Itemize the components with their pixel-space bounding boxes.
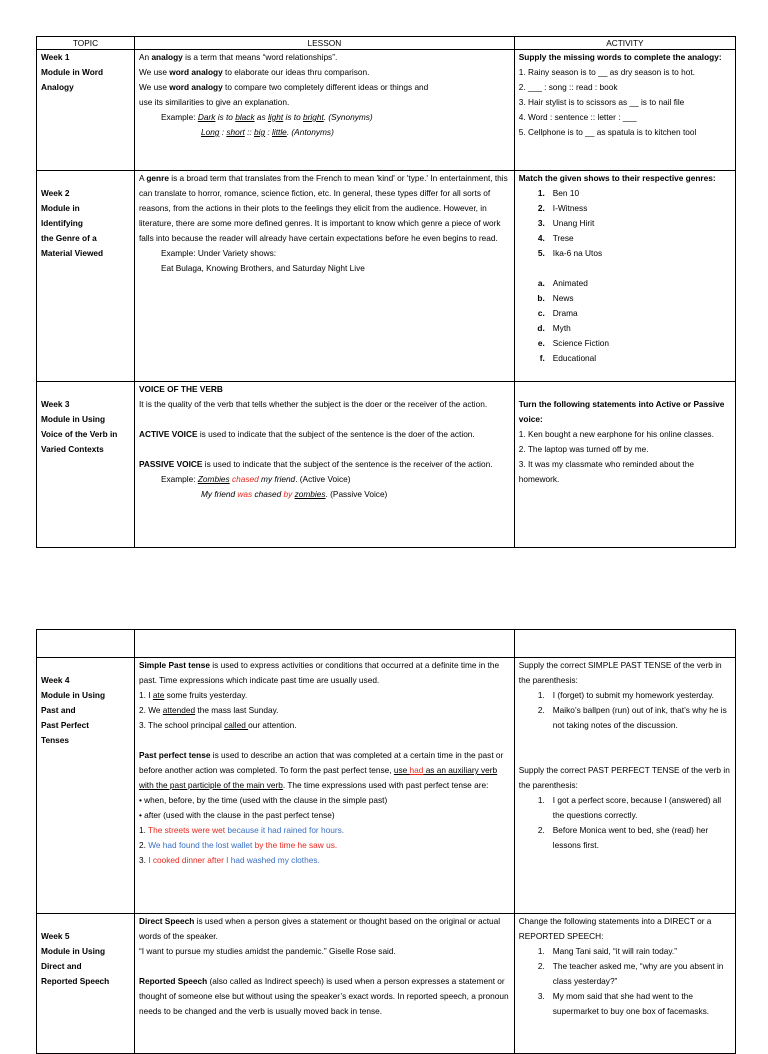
lesson-line: We use word analogy to compare two completely different ideas or things and (138, 82, 429, 92)
header-row (37, 37, 736, 50)
lesson-line: An analogy is a term that means “word relationships”. (138, 52, 338, 62)
activity-title: Supply the missing words to complete the analogy: (518, 52, 722, 62)
list-item: d. Myth (537, 323, 571, 333)
topic-line: Week 2 (41, 188, 70, 198)
list-item: 5. Ika-6 na Utos (537, 248, 603, 258)
shows-list (519, 186, 731, 261)
lesson-paragraph: ACTIVE VOICE is used to indicate that the subject of the sentence is the doer of the action. (138, 429, 475, 439)
week1-row (37, 50, 736, 171)
week4-topic (37, 658, 135, 914)
past-perfect-list (519, 793, 731, 853)
example-line: 3. The school principal called our attention. (138, 720, 297, 730)
header-activity: ACTIVITY (514, 37, 735, 50)
topic-line: Module in Using (41, 946, 106, 956)
topic-line: Module in (41, 203, 80, 213)
topic-line: Varied Contexts (41, 444, 104, 454)
lesson-table-2 (36, 629, 736, 1054)
list-item: 1. I (forget) to submit my homework yesterday. (537, 690, 714, 700)
week3-row (37, 382, 736, 548)
simple-past-list (519, 688, 731, 733)
list-item: 2. Maiko’s ballpen (run) out of ink, that’s why he is not taking notes of the discussion. (537, 705, 727, 730)
bullet-line: • after (used with the clause in the past perfect tense) (138, 810, 335, 820)
header-topic: TOPIC (37, 37, 135, 50)
blank-header-row (37, 630, 736, 658)
example-line: 1. The streets were wet because it had rained for hours. (138, 825, 345, 835)
week3-lesson (134, 382, 514, 548)
activity-title: Turn the following statements into Active or Passive voice: (518, 399, 725, 424)
activity-item: 2. The laptop was turned off by me. (518, 444, 649, 454)
activity-item: 2. ___ : song :: read : book (518, 82, 618, 92)
week4-lesson (134, 658, 514, 914)
example-line: Example: Dark is to black as light is to bright. (Synonyms) (160, 112, 373, 122)
example-line: 3. I cooked dinner after I had washed my clothes. (138, 855, 320, 865)
list-item: 1. Ben 10 (537, 188, 580, 198)
activity-item: 1. Rainy season is to __ as dry season is to hot. (518, 67, 695, 77)
week5-topic (37, 914, 135, 1054)
week4-activity (514, 658, 735, 914)
list-item: 1. Mang Tani said, “it will rain today.” (537, 946, 677, 956)
topic-line: Reported Speech (41, 976, 110, 986)
topic-line: Identifying (41, 218, 83, 228)
activity-item: 1. Ken bought a new earphone for his online classes. (518, 429, 714, 439)
example-line: Example: Zombies chased my friend. (Active Voice) (160, 474, 351, 484)
list-item: f. Educational (539, 353, 597, 363)
example-line: 2. We attended the mass last Sunday. (138, 705, 279, 715)
topic-line: Module in Using (41, 414, 106, 424)
list-item: 3. Unang Hirit (537, 218, 595, 228)
week1-lesson (134, 50, 514, 171)
list-item: c. Drama (537, 308, 578, 318)
week2-lesson (134, 171, 514, 382)
week2-activity (514, 171, 735, 382)
lesson-table-1 (36, 36, 736, 548)
example-line: Long : short :: big : little. (Antonyms) (200, 127, 334, 137)
topic-line: Material Viewed (41, 248, 104, 258)
week3-topic (37, 382, 135, 548)
lesson-line: use its similarities to give an explanation. (138, 97, 290, 107)
topic-line: the Genre of a (41, 233, 97, 243)
blank-cell (37, 630, 135, 658)
topic-line: Module in Word (41, 67, 104, 77)
list-item: 2. Before Monica went to bed, she (read) her lessons first. (537, 825, 709, 850)
topic-line: Week 1 (41, 52, 70, 62)
lesson-paragraph: Past perfect tense is used to describe an action that was completed at a certain time in the past or before another action was completed. To form the past perfect tense, use had as an auxiliary verb with the past participle of the main verb. The time expressions used with past perfect tense are: (138, 750, 504, 790)
activity-title: Match the given shows to their respective genres: (518, 173, 716, 183)
list-item: b. News (537, 293, 574, 303)
topic-line: Direct and (41, 961, 82, 971)
blank-cell (514, 630, 735, 658)
example-line: 1. I ate some fruits yesterday. (138, 690, 248, 700)
lesson-paragraph: A genre is a broad term that translates from the French to mean 'kind' or 'type.' In entertainment, this can translate to horror, romance, science fiction, etc. In general, these types differ for all sorts of reasons, from the actions in their plots to the feelings they elicit from the audience. However, in literature, there are some more defined genres. It is important to know which genre a piece of work falls into because the reader will already have certain expectations before he even begins to read. (138, 173, 508, 243)
topic-line: Week 4 (41, 675, 70, 685)
example-line: My friend was chased by zombies. (Passive Voice) (200, 489, 388, 499)
example-line: Eat Bulaga, Knowing Brothers, and Saturday Night Live (160, 263, 365, 273)
activity-item: 4. Word : sentence :: letter : ___ (518, 112, 637, 122)
list-item: e. Science Fiction (537, 338, 610, 348)
activity-item: 5. Cellphone is to __ as spatula is to kitchen tool (518, 127, 697, 137)
list-item: 1. I got a perfect score, because I (answered) all the questions correctly. (537, 795, 722, 820)
week4-row (37, 658, 736, 914)
week2-topic (37, 171, 135, 382)
lesson-paragraph: PASSIVE VOICE is used to indicate that the subject of the sentence is the receiver of the action. (138, 459, 493, 469)
activity-title: Supply the correct PAST PERFECT TENSE of the verb in the parenthesis: (518, 765, 730, 790)
genres-list (519, 276, 731, 366)
week2-row (37, 171, 736, 382)
activity-title: Change the following statements into a DIRECT or a REPORTED SPEECH: (518, 916, 712, 941)
topic-line: Voice of the Verb in (41, 429, 118, 439)
example-line: “I want to pursue my studies amidst the pandemic.” Giselle Rose said. (138, 946, 396, 956)
lesson-paragraph: Reported Speech (also called as Indirect speech) is used when a person expresses a statement or thought of someone else but without using the speaker’s exact words. In reported speech, a pronoun needs to be changed and the verb is usually moved back in tense. (138, 976, 509, 1016)
example-line: 2. We had found the lost wallet by the time he saw us. (138, 840, 338, 850)
list-item: a. Animated (537, 278, 588, 288)
header-lesson: LESSON (134, 37, 514, 50)
topic-line: Week 5 (41, 931, 70, 941)
list-item: 3. My mom said that she had went to the supermarket to buy one box of facemasks. (537, 991, 710, 1016)
week1-activity (514, 50, 735, 171)
blank-cell (134, 630, 514, 658)
lesson-paragraph: Simple Past tense is used to express activities or conditions that occurred at a definite time in the past. Time expressions which indicate past time are usually used. (138, 660, 500, 685)
activity-item: 3. Hair stylist is to scissors as __ is to nail file (518, 97, 685, 107)
example-line: Example: Under Variety shows: (160, 248, 277, 258)
list-item: 2. I-Witness (537, 203, 588, 213)
lesson-paragraph: Direct Speech is used when a person gives a statement or thought based on the original or actual words of the speaker. (138, 916, 501, 941)
lesson-line: We use word analogy to elaborate our ideas thru comparison. (138, 67, 370, 77)
week3-activity (514, 382, 735, 548)
week5-activity (514, 914, 735, 1054)
week5-row (37, 914, 736, 1054)
week5-lesson (134, 914, 514, 1054)
activity-item: 3. It was my classmate who reminded about the homework. (518, 459, 695, 484)
topic-line: Analogy (41, 82, 74, 92)
topic-line: Past Perfect (41, 720, 89, 730)
speech-list (519, 944, 731, 1019)
lesson-heading: VOICE OF THE VERB (138, 384, 223, 394)
topic-line: Past and (41, 705, 76, 715)
topic-line: Tenses (41, 735, 69, 745)
bullet-line: • when, before, by the time (used with the clause in the simple past) (138, 795, 388, 805)
topic-line: Module in Using (41, 690, 106, 700)
activity-title: Supply the correct SIMPLE PAST TENSE of the verb in the parenthesis: (518, 660, 722, 685)
list-item: 2. The teacher asked me, “why are you absent in class yesterday?” (537, 961, 724, 986)
lesson-paragraph: It is the quality of the verb that tells whether the subject is the doer or the receiver of the action. (138, 399, 488, 409)
list-item: 4. Trese (537, 233, 574, 243)
week1-topic (37, 50, 135, 171)
topic-line: Week 3 (41, 399, 70, 409)
